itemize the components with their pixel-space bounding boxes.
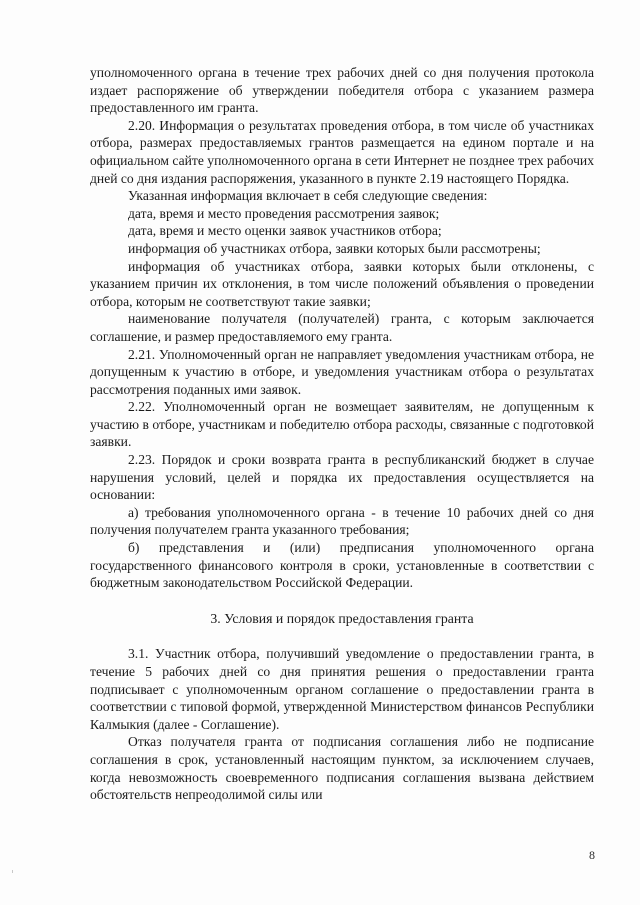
paragraph-2-22: 2.22. Уполномоченный орган не возмещает заявителям, не допущенным к участию в отборе, участникам и победителю отбора расходы, связанные с подготовкой заявки. — [90, 399, 594, 450]
scan-mark — [12, 870, 13, 873]
list-item: информация об участниках отбора, заявки которых были рассмотрены; — [128, 240, 541, 256]
paragraph-info-intro: Указанная информация включает в себя следующие сведения: — [128, 188, 488, 204]
paragraph-2-21: 2.21. Уполномоченный орган не направляет уведомления участникам отбора, не допущенным к участию в отборе, и уведомления участникам отбора о результатах рассмотрения поданных ими заявок. — [90, 346, 594, 397]
paragraph-refusal: Отказ получателя гранта от подписания соглашения либо не подписание соглашения в срок, установленный настоящим пунктом, за исключением случаев, когда невозможность своевременного подписания соглашения вызвана действием обстоятельств непреодолимой силы или — [90, 734, 594, 803]
paragraph-2-23: 2.23. Порядок и сроки возврата гранта в республиканский бюджет в случае нарушения условий, целей и порядка их предоставления осуществляется на основании: — [90, 452, 594, 503]
section-heading: 3. Условия и порядок предоставления гранта — [210, 610, 474, 626]
paragraph-3-1: 3.1. Участник отбора, получивший уведомление о предоставлении гранта, в течение 5 рабочих дней со дня принятия решения о предоставлении гранта подписывает с уполномоченным органом соглашение о предоставлении гранта в соответствии с типовой формой, утвержденной Министерством финансов Республики Калмыкия (далее - Соглашение). — [90, 646, 594, 732]
page-number: 8 — [589, 848, 595, 862]
paragraph-2-23-a: а) требования уполномоченного органа - в течение 10 рабочих дней со дня получения получателем гранта указанного требования; — [90, 504, 594, 538]
paragraph-2-20: 2.20. Информация о результатах проведения отбора, в том числе об участниках отбора, размерах предоставляемых грантов размещается на едином портале и на официальном сайте уполномоченного органа в сети Интернет не позднее трех рабочих дней со дня издания распоряжения, указанного в пункте 2.19 настоящего Порядка. — [90, 117, 594, 186]
list-item: информация об участниках отбора, заявки которых были отклонены, с указанием причин их отклонения, в том числе положений объявления о проведении отбора, которым не соответствуют такие заявки; — [90, 258, 594, 309]
list-item: дата, время и место оценки заявок участников отбора; — [128, 223, 442, 239]
list-item: наименование получателя (получателей) гранта, с которым заключается соглашение, и размер предоставляемого ему гранта. — [90, 311, 594, 344]
document-body — [90, 64, 594, 804]
paragraph-2-23-b: б) представления и (или) предписания уполномоченного органа государственного финансового контроля в сроки, установленные в соответствии с бюджетным законодательством Российской Федерации. — [90, 540, 594, 591]
list-item: дата, время и место проведения рассмотрения заявок; — [128, 205, 440, 221]
paragraph-continuation: уполномоченного органа в течение трех рабочих дней со дня получения протокола издает распоряжение об утверждении победителя отбора с указанием размера предоставленного им гранта. — [90, 65, 594, 116]
